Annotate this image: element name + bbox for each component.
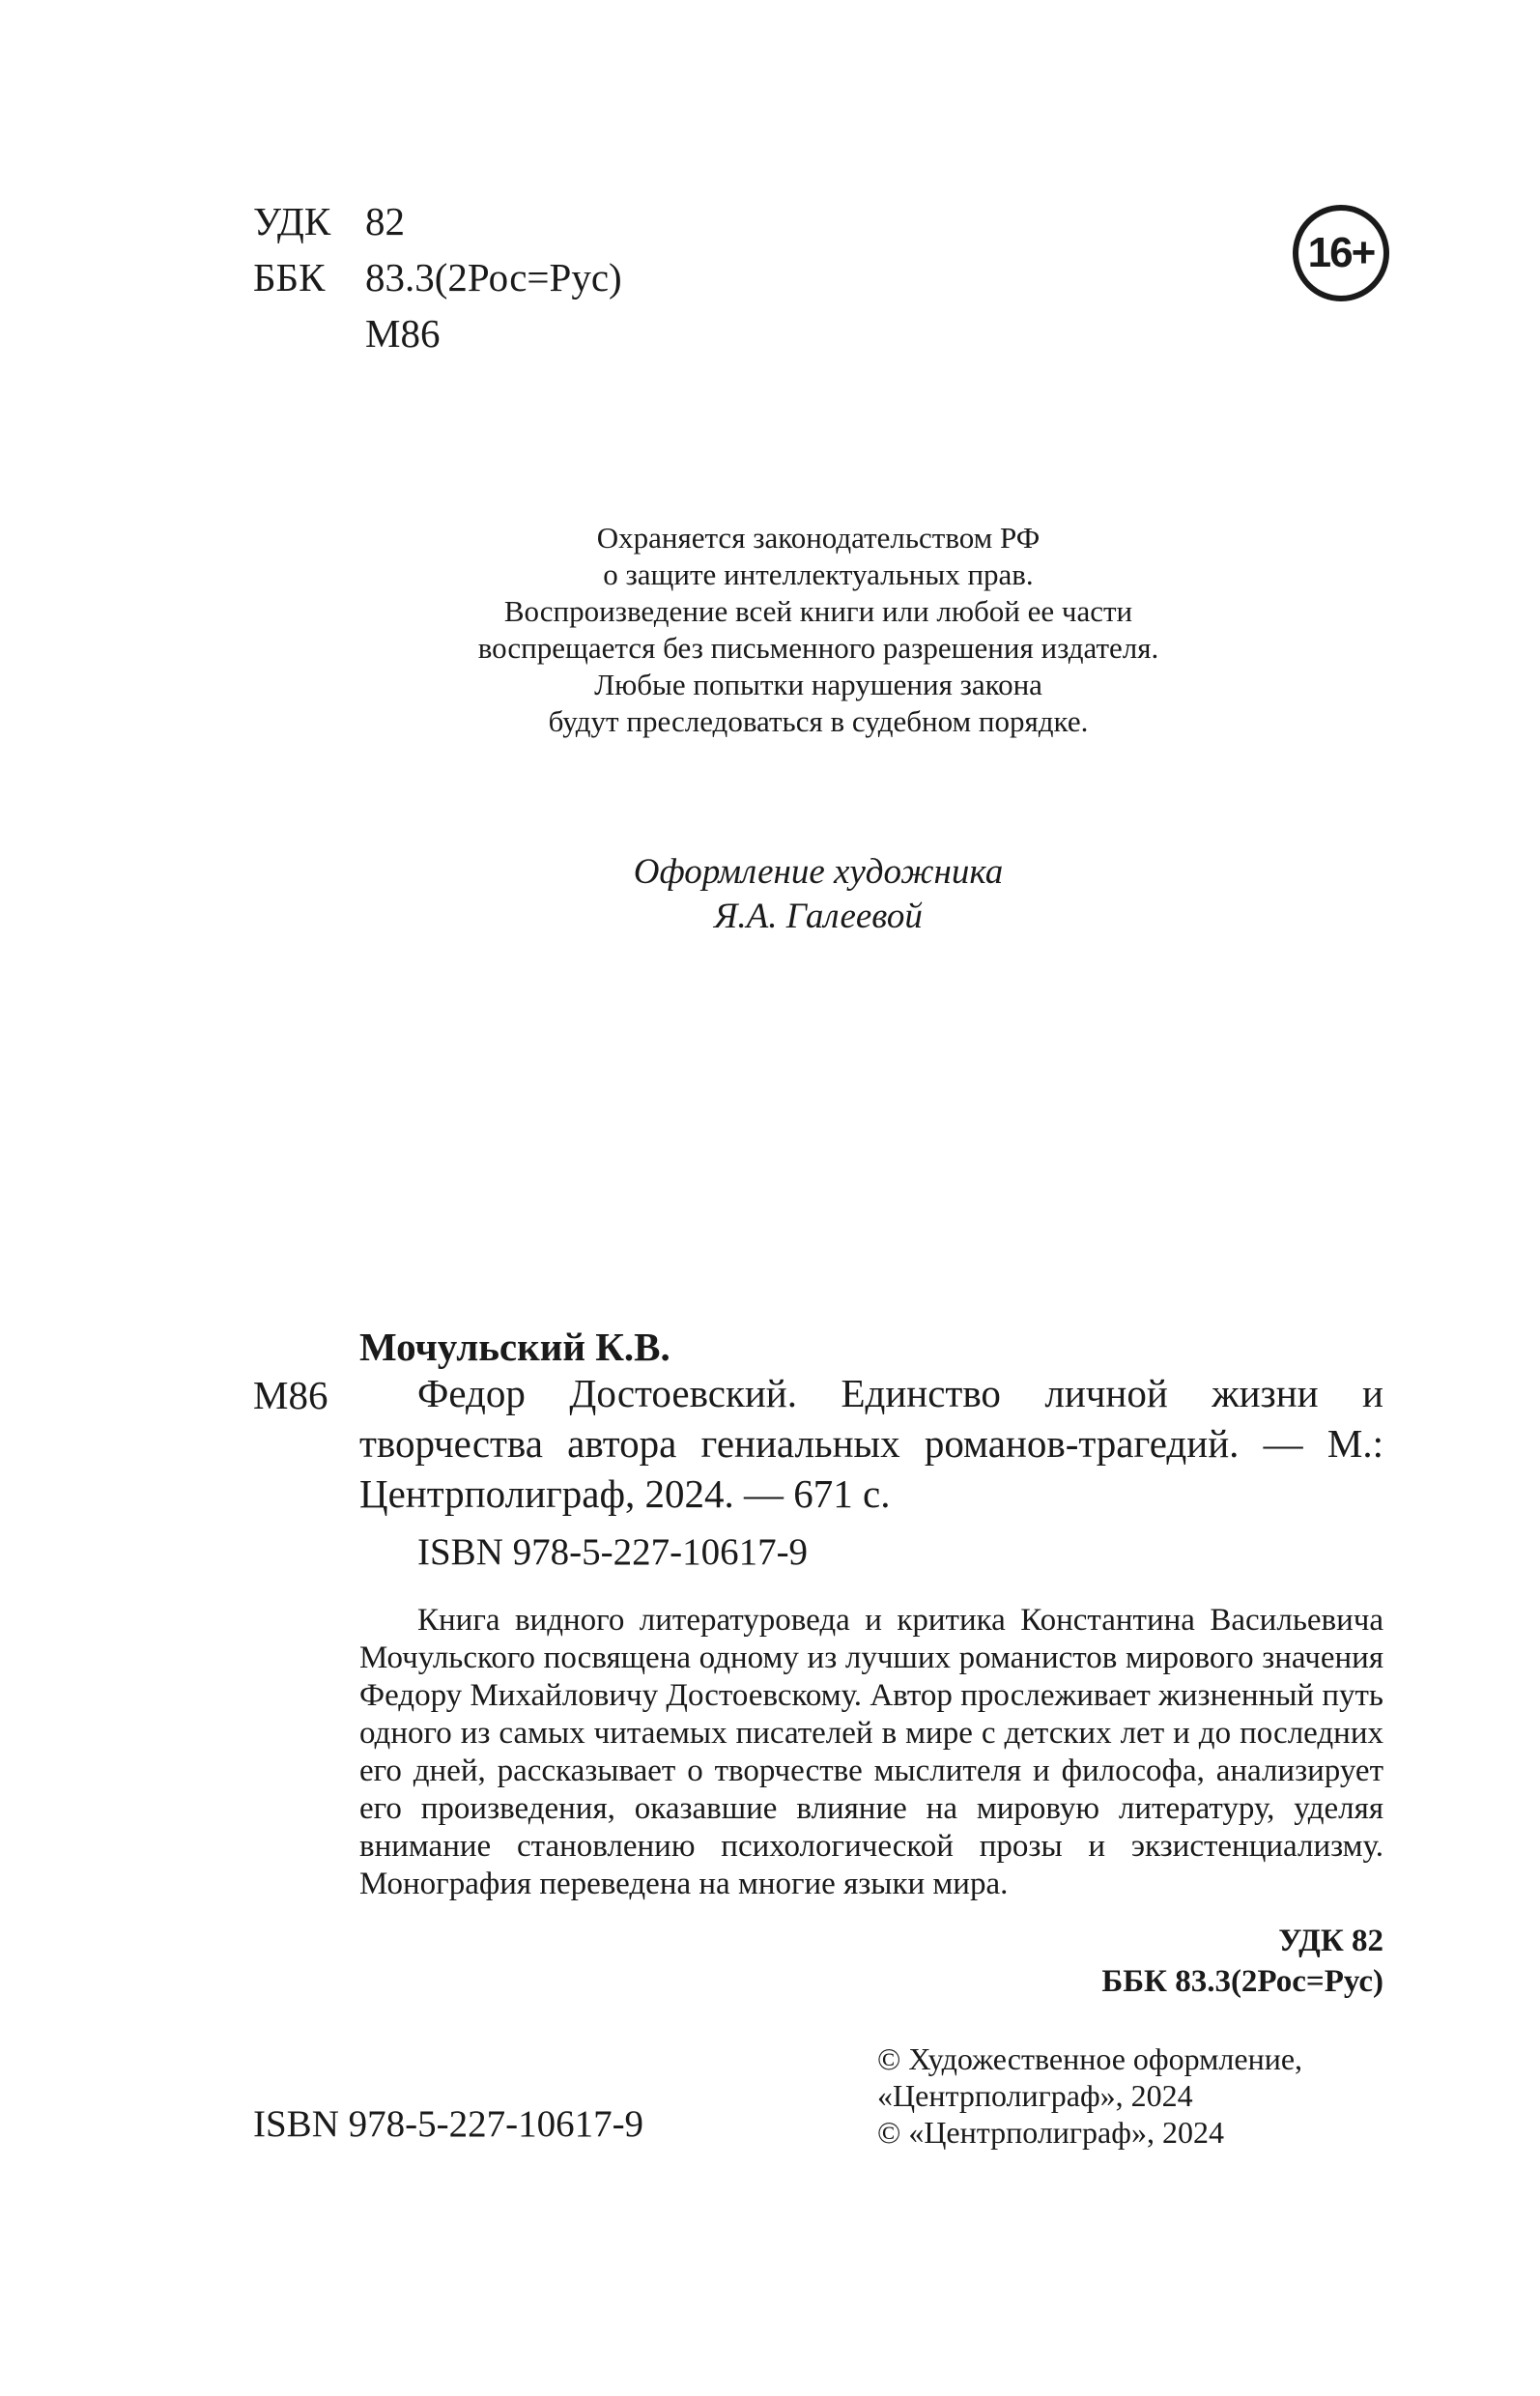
bbk-label: ББК xyxy=(253,255,326,300)
bbk-line xyxy=(253,249,622,305)
copyright-line: © Художественное оформление, xyxy=(877,2041,1303,2076)
copyright-block xyxy=(877,2040,1302,2151)
classification-codes xyxy=(253,193,622,361)
udk-line xyxy=(253,193,622,249)
catalog-isbn: ISBN 978-5-227-10617-9 xyxy=(417,1531,809,1573)
author-mark: М86 xyxy=(365,311,441,356)
catalog-codes xyxy=(1101,1921,1383,2002)
udk-value: 82 xyxy=(365,199,405,243)
rights-notice-line: Любые попытки нарушения закона xyxy=(594,668,1042,701)
rights-notice-line: Воспроизведение всей книги или любой ее части xyxy=(503,594,1133,628)
catalog-bbk: ББК 83.3(2Рос=Рус) xyxy=(1101,1964,1383,1999)
catalog-title: Федор Достоевский. Единство личной жизни и творчества автора гениальных романов-трагедий. — М.: Центрполиграф, 2024. — 671 с. xyxy=(359,1371,1383,1516)
rights-notice-line: будут преследоваться в судебном порядке. xyxy=(548,704,1089,738)
bbk-value: 83.3(2Рос=Рус) xyxy=(365,255,622,300)
rights-notice-line: Охраняется законодательством РФ xyxy=(596,521,1041,555)
catalog-mark: М86 xyxy=(253,1373,328,1417)
rights-notice xyxy=(253,520,1383,740)
design-credit-name: Я.А. Галеевой xyxy=(714,897,923,936)
udk-label: УДК xyxy=(253,199,331,243)
rights-notice-line: воспрещается без письменного разрешения издателя. xyxy=(477,631,1159,665)
rights-notice-line: о защите интеллектуальных прав. xyxy=(603,557,1034,591)
copyright-line: © «Центрполиграф», 2024 xyxy=(877,2115,1224,2150)
annotation: Книга видного литературоведа и критика Константина Васильевича Мочульского посвящена одному из лучших романистов мирового значения Федору Михайловичу Достоевскому. Автор прослеживает жизненный путь одного из самых читаемых писателей в мире с детских лет и до последних его дней, рассказывает о творчестве мыслителя и философа, анализирует его произведения, оказавшие влияние на мировую литературу, уделяя внимание становлению психологической прозы и экзистенциализму. Монография переведена на многие языки мира. xyxy=(359,1603,1383,1901)
catalog-udk: УДК 82 xyxy=(1278,1924,1383,1958)
design-credit-role: Оформление художника xyxy=(633,852,1004,892)
copyright-line: «Центрполиграф», 2024 xyxy=(877,2078,1193,2113)
design-credit xyxy=(253,850,1383,939)
catalog-author: Мочульский К.В. xyxy=(359,1325,670,1369)
age-rating-badge: 16+ xyxy=(1293,205,1389,301)
footer-isbn: ISBN 978-5-227-10617-9 xyxy=(253,2103,644,2145)
